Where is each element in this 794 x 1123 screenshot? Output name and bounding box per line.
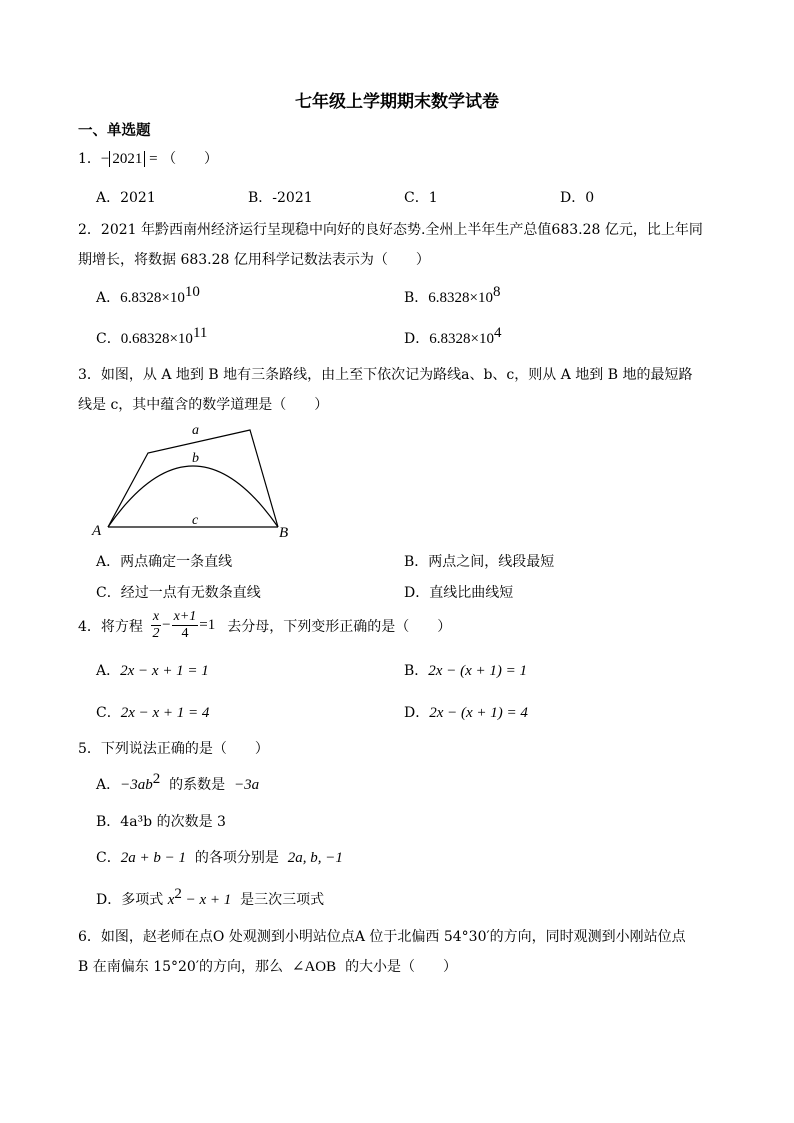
q5-option-c: C．2a + b − 1 的各项分别是 2a, b, −1 [96, 850, 343, 866]
question-6-line-1: 6．如图，赵老师在点O 处观测到小明站位点A 位于北偏西 54°30′的方向，同时观测到小刚站位点 [78, 929, 686, 945]
q2-option-d: D．$6.8328\times 10^4$ [404, 325, 502, 347]
q3-option-a: A．两点确定一条直线 [96, 554, 233, 570]
q5-option-b: B．4a³b 的次数是 3 [96, 814, 226, 830]
question-2-line-2: 期增长，将数据 683.28 亿用科学记数法表示为（ ） [78, 252, 430, 268]
q1-option-c: C．1 [404, 190, 438, 206]
label-c: c [192, 513, 199, 528]
q1-option-a: A．2021 [96, 190, 156, 206]
q4-option-d: D．2x − (x + 1) = 4 [404, 705, 528, 721]
q2-option-a: A．$6.8328\times 10^{10}$ [96, 284, 200, 306]
q4-option-c: C．2x − x + 1 = 4 [96, 705, 210, 721]
point-b-label: B [279, 525, 289, 541]
q5-option-d: D．多项式 $x^2 - x + 1$ 是三次三项式 [96, 886, 325, 908]
question-1-stem: 1．− 2021 = （ ） [78, 151, 219, 167]
point-a-label: A [92, 523, 102, 539]
question-6-line-2: B 在南偏东 15°20′的方向，那么 ∠AOB 的大小是（ ） [78, 959, 458, 975]
q1-option-d: D．0 [560, 190, 595, 206]
question-4-stem: 4．将方程 $\frac{x}{2}$ − $\frac{x+1}{4}$ =1 去分母，下列变形正确的是（ ） [78, 609, 452, 641]
q3-option-b: B．两点之间，线段最短 [404, 554, 555, 570]
q1-option-b: B．-2021 [248, 190, 313, 206]
q2-option-c: C．$0.68328\times 10^{11}$ [96, 325, 208, 347]
question-2-line-1: 2．2021 年黔西南州经济运行呈现稳中向好的良好态势.全州上半年生产总值683.28 亿元，比上年同 [78, 222, 703, 238]
q3-option-d: D．直线比曲线短 [404, 585, 514, 601]
route-figure [88, 420, 298, 542]
question-3-line-1: 3．如图，从 A 地到 B 地有三条路线，由上至下依次记为路线a、b、c，则从 A 地到 B 地的最短路 [78, 367, 693, 383]
q2-option-b: B．$6.8328\times 10^8$ [404, 284, 501, 306]
label-a: a [192, 423, 199, 438]
q4-option-a: A．2x − x + 1 = 1 [96, 663, 209, 679]
page-title: 七年级上学期期末数学试卷 [295, 92, 499, 112]
section-heading: 一、单选题 [78, 123, 151, 139]
question-3-line-2: 线是 c，其中蕴含的数学道理是（ ） [78, 397, 329, 413]
q4-option-b: B．2x − (x + 1) = 1 [404, 663, 527, 679]
q3-option-c: C．经过一点有无数条直线 [96, 585, 261, 601]
q5-option-a: A．$-3ab^2$ 的系数是 −3a [96, 771, 260, 793]
question-5-stem: 5．下列说法正确的是（ ） [78, 741, 269, 757]
label-b: b [192, 451, 199, 466]
